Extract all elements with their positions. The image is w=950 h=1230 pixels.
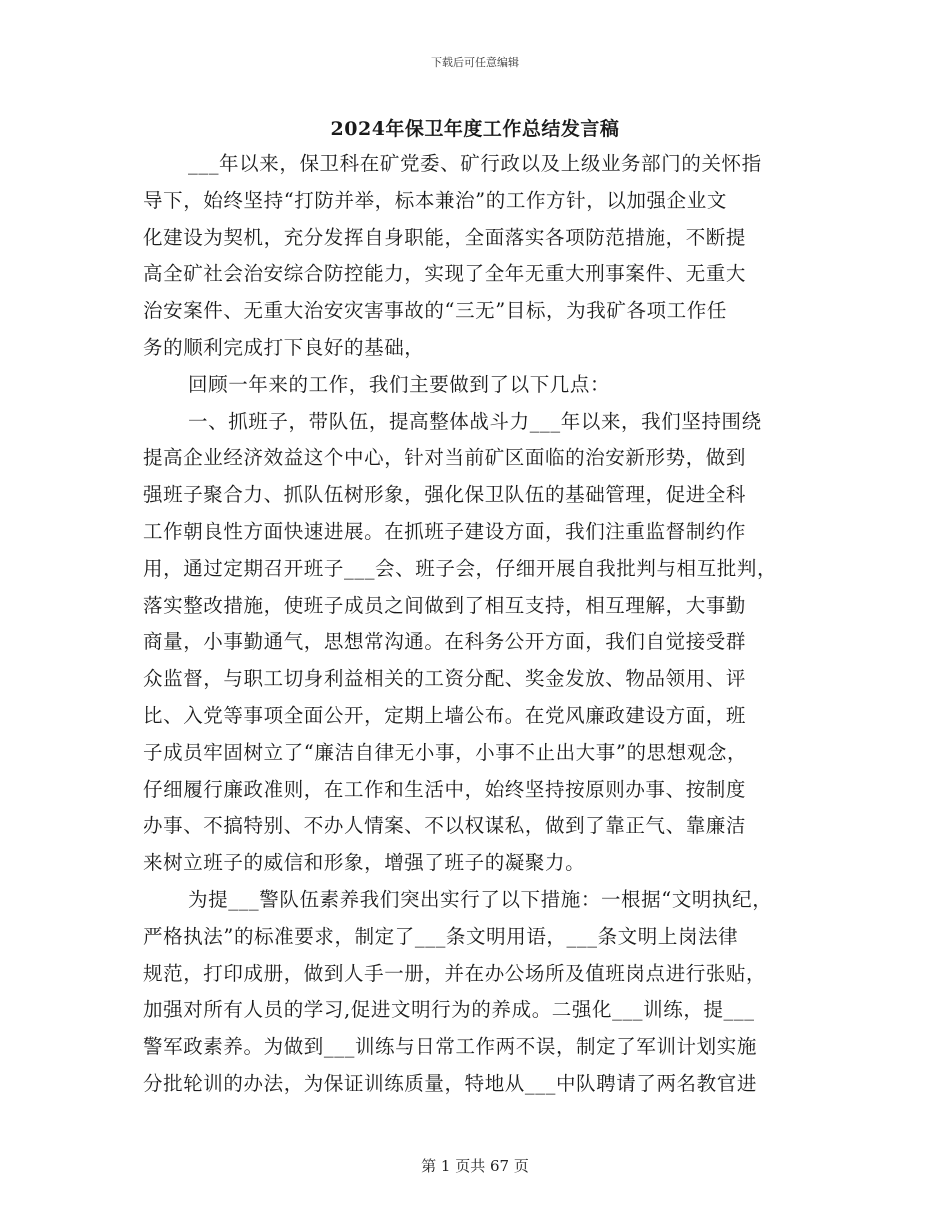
- text-line: 落实整改措施，使班子成员之间做到了相互支持，相互理解，大事勤: [143, 593, 747, 617]
- text-line: 一、抓班子，带队伍，提高整体战斗力___年以来，我们坚持围绕: [188, 409, 762, 433]
- text-line: 化建设为契机，充分发挥自身职能，全面落实各项防范措施，不断提: [143, 225, 747, 249]
- text-line: 为提___警队伍素养我们突出实行了以下措施：一根据“文明执纪，: [188, 887, 773, 911]
- document-body: [143, 146, 813, 1103]
- page-header: 下载后可任意编辑: [431, 56, 519, 69]
- text-line: 商量，小事勤通气，思想常沟通。在科务公开方面，我们自觉接受群: [143, 630, 747, 654]
- text-line: 规范，打印成册，做到人手一册，并在办公场所及值班岗点进行张贴，: [143, 961, 767, 985]
- text-line: ___年以来，保卫科在矿党委、矿行政以及上级业务部门的关怀指: [188, 152, 762, 175]
- text-line: 工作朝良性方面快速进展。在抓班子建设方面，我们注重监督制约作: [143, 519, 747, 543]
- text-line: 众监督，与职工切身利益相关的工资分配、奖金发放、物品领用、评: [143, 667, 747, 691]
- text-line: 加强对所有人员的学习,促进文明行为的养成。二强化___训练，提___: [143, 998, 755, 1022]
- text-line: 比、入党等事项全面公开，定期上墙公布。在党风廉政建设方面，班: [143, 703, 747, 727]
- text-line: 仔细履行廉政准则，在工作和生活中，始终坚持按原则办事、按制度: [143, 777, 747, 801]
- text-line: 用，通过定期召开班子___会、班子会，仔细开展自我批判与相互批判，: [143, 556, 778, 580]
- text-line: 警军政素养。为做到___训练与日常工作两不误，制定了军训计划实施: [143, 1035, 757, 1059]
- text-line: 办事、不搞特别、不办人情案、不以权谋私，做到了靠正气、靠廉洁: [143, 814, 747, 838]
- text-line: 来树立班子的威信和形象，增强了班子的凝聚力。: [143, 851, 586, 875]
- text-line: 子成员牢固树立了“廉洁自律无小事，小事不止出大事”的思想观念，: [143, 740, 748, 764]
- text-line: 回顾一年来的工作，我们主要做到了以下几点：: [188, 372, 611, 396]
- document-title: 2024年保卫年度工作总结发言稿: [330, 118, 620, 140]
- text-line: 导下，始终坚持“打防并举，标本兼治”的工作方针，以加强企业文: [143, 188, 727, 212]
- text-line: 强班子聚合力、抓队伍树形象，强化保卫队伍的基础管理，促进全科: [143, 483, 747, 507]
- text-line: 治安案件、无重大治安灾害事故的“三无”目标，为我矿各项工作任: [143, 299, 727, 323]
- page-footer: 第 1 页共 67 页: [421, 1157, 529, 1175]
- text-line: 高全矿社会治安综合防控能力，实现了全年无重大刑事案件、无重大: [143, 262, 747, 286]
- text-line: 分批轮训的办法，为保证训练质量，特地从___中队聘请了两名教官进: [143, 1071, 757, 1095]
- text-line: 提高企业经济效益这个中心，针对当前矿区面临的治安新形势，做到: [143, 446, 747, 470]
- text-line: 严格执法”的标准要求，制定了___条文明用语，___条文明上岗法律: [143, 924, 739, 948]
- text-line: 务的顺利完成打下良好的基础，: [143, 335, 425, 359]
